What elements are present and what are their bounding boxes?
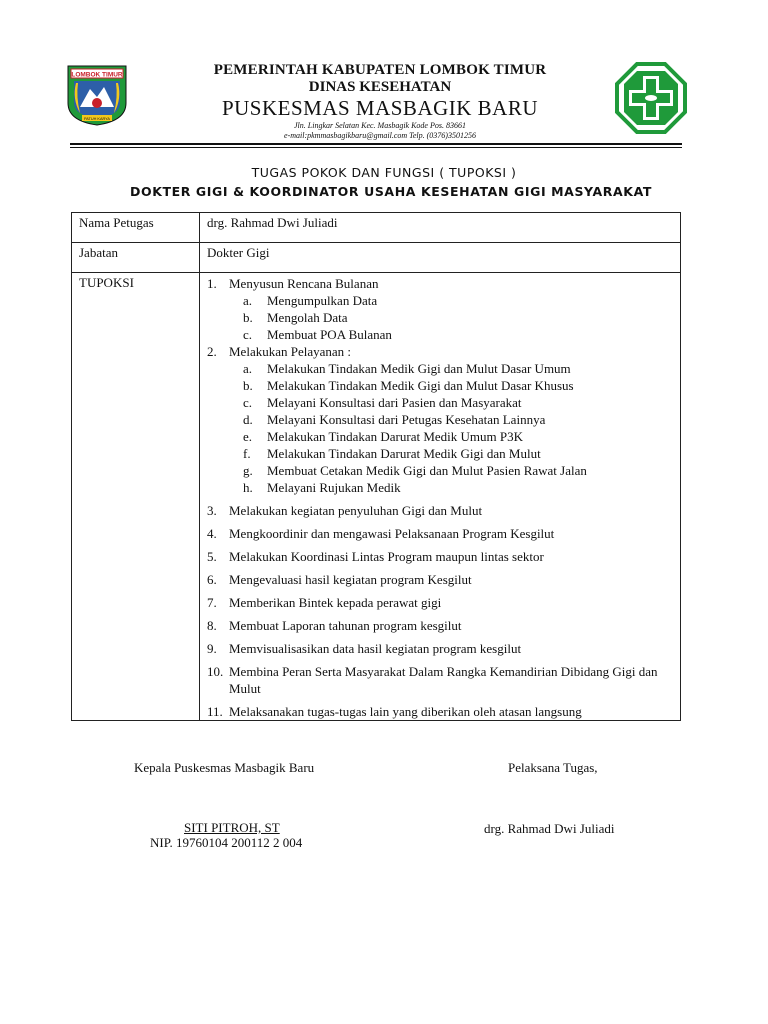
list-item <box>207 548 680 565</box>
left-signatory-nip: NIP. 19760104 200112 2 004 <box>150 835 303 850</box>
sub-list-item <box>243 377 680 394</box>
list-number: 3. <box>207 503 217 518</box>
table-row <box>72 243 681 273</box>
sub-list-letter: b. <box>243 378 253 393</box>
list-text: Membina Peran Serta Masyarakat Dalam Rangka Kemandirian Dibidang Gigi dan Mulut <box>229 664 658 696</box>
row-label: Jabatan <box>72 243 200 273</box>
sub-list-text: Melakukan Tindakan Darurat Medik Umum P3K <box>267 429 524 444</box>
left-signatory-name: SITI PITROH, ST <box>184 820 280 835</box>
tupoksi-list-cell <box>200 273 681 721</box>
sub-list-text: Melakukan Tindakan Medik Gigi dan Mulut Dasar Khusus <box>267 378 574 393</box>
header-address: Jln. Lingkar Selatan Kec. Masbagik Kode Pos. 83661 <box>294 121 466 130</box>
list-number: 4. <box>207 526 217 541</box>
sub-list-item <box>243 445 680 462</box>
table-row <box>72 273 681 721</box>
list-number: 5. <box>207 549 217 564</box>
left-signatory-title: Kepala Puskesmas Masbagik Baru <box>134 760 315 775</box>
sub-list-text: Mengumpulkan Data <box>267 293 378 308</box>
sub-list-text: Membuat POA Bulanan <box>267 327 392 342</box>
sub-list-text: Melakukan Tindakan Medik Gigi dan Mulut Dasar Umum <box>267 361 571 376</box>
lombok-timur-logo <box>64 63 130 127</box>
sub-list-item <box>243 411 680 428</box>
list-text: Memvisualisasikan data hasil kegiatan program kesgilut <box>229 641 522 656</box>
logo-text: LOMBOK TIMUR <box>71 71 123 79</box>
row-value: drg. Rahmad Dwi Juliadi <box>200 213 681 243</box>
header-government: PEMERINTAH KABUPATEN LOMBOK TIMUR <box>213 62 547 78</box>
list-number: 11. <box>207 704 223 719</box>
document-subtitle: DOKTER GIGI & KOORDINATOR USAHA KESEHATAN GIGI MASYARAKAT <box>130 184 653 199</box>
row-label: Nama Petugas <box>72 213 200 243</box>
list-text: Melakukan Koordinasi Lintas Program maupun lintas sektor <box>229 549 544 564</box>
sub-list-item <box>243 360 680 377</box>
list-text: Memberikan Bintek kepada perawat gigi <box>229 595 442 610</box>
right-signatory-name: drg. Rahmad Dwi Juliadi <box>484 821 615 836</box>
list-number: 1. <box>207 276 217 291</box>
list-text: Mengevaluasi hasil kegiatan program Kesgilut <box>229 572 472 587</box>
sub-list <box>229 360 680 496</box>
header-institution: PUSKESMAS MASBAGIK BARU <box>221 96 539 120</box>
sub-list-text: Melayani Konsultasi dari Petugas Kesehatan Lainnya <box>267 412 546 427</box>
sub-list-letter: b. <box>243 310 253 325</box>
logo-motto: PATUH KARYA <box>84 117 110 121</box>
sub-list-letter: e. <box>243 429 253 444</box>
sub-list-letter: a. <box>243 361 253 376</box>
sub-list-item <box>243 428 680 445</box>
list-item <box>207 663 680 697</box>
header-department: DINAS KESEHATAN <box>308 79 452 95</box>
list-number: 8. <box>207 618 217 633</box>
row-label: TUPOKSI <box>72 273 200 721</box>
document-title: TUGAS POKOK DAN FUNGSI ( TUPOKSI ) <box>251 165 517 180</box>
row-value: Dokter Gigi <box>200 243 681 273</box>
list-text: Mengkoordinir dan mengawasi Pelaksanaan Program Kesgilut <box>229 526 555 541</box>
list-number: 9. <box>207 641 217 656</box>
list-item <box>207 617 680 634</box>
sub-list-letter: f. <box>243 446 251 461</box>
header-rule-thick <box>70 143 682 145</box>
sub-list-item <box>243 394 680 411</box>
sub-list-letter: d. <box>243 412 253 427</box>
list-number: 7. <box>207 595 217 610</box>
sub-list-text: Membuat Cetakan Medik Gigi dan Mulut Pasien Rawat Jalan <box>267 463 587 478</box>
list-item <box>207 525 680 542</box>
table-row <box>72 213 681 243</box>
sub-list-letter: h. <box>243 480 253 495</box>
sub-list-item <box>243 292 680 309</box>
sub-list-letter: g. <box>243 463 253 478</box>
list-text: Menyusun Rencana Bulanan <box>229 276 379 291</box>
sub-list-item <box>243 479 680 496</box>
sub-list <box>229 292 680 343</box>
sub-list-text: Melayani Rujukan Medik <box>267 480 401 495</box>
list-text: Melakukan Pelayanan : <box>229 344 352 359</box>
tupoksi-list <box>207 275 680 720</box>
sub-list-text: Melayani Konsultasi dari Pasien dan Masyarakat <box>267 395 522 410</box>
puskesmas-logo <box>615 62 687 134</box>
list-item <box>207 275 680 343</box>
sub-list-item <box>243 309 680 326</box>
list-text: Melaksanakan tugas-tugas lain yang diberikan oleh atasan langsung <box>229 704 582 719</box>
sub-list-letter: c. <box>243 327 253 342</box>
list-number: 2. <box>207 344 217 359</box>
sub-list-letter: a. <box>243 293 253 308</box>
sub-list-text: Mengolah Data <box>267 310 348 325</box>
letterhead <box>140 62 620 141</box>
list-text: Melakukan kegiatan penyuluhan Gigi dan Mulut <box>229 503 483 518</box>
list-number: 6. <box>207 572 217 587</box>
list-item <box>207 343 680 496</box>
sub-list-item <box>243 326 680 343</box>
header-contact: e-mail:pkmmasbagikbaru@gmail.com Telp. (0376)3501256 <box>284 131 476 140</box>
list-item <box>207 502 680 519</box>
right-signatory-title: Pelaksana Tugas, <box>508 760 598 775</box>
sub-list-text: Melakukan Tindakan Darurat Medik Gigi dan Mulut <box>267 446 541 461</box>
list-item <box>207 571 680 588</box>
list-item <box>207 640 680 657</box>
header-rule-thin <box>70 147 682 148</box>
list-text: Membuat Laporan tahunan program kesgilut <box>229 618 462 633</box>
list-number: 10. <box>207 664 224 679</box>
sub-list-item <box>243 462 680 479</box>
list-item <box>207 703 680 720</box>
sub-list-letter: c. <box>243 395 253 410</box>
list-item <box>207 594 680 611</box>
tupoksi-table <box>71 212 681 721</box>
